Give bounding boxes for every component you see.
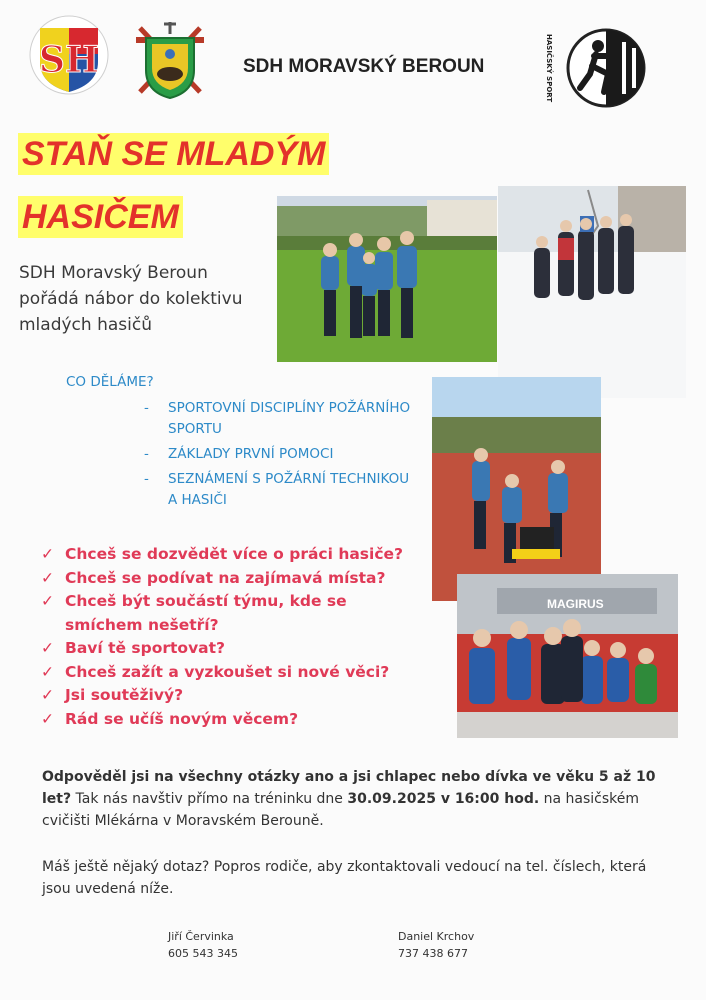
list-item: - ZÁKLADY PRVNÍ POMOCI [144,446,334,462]
contact-phone: 605 543 345 [168,947,238,960]
list-item [41,684,421,708]
contact-2 [398,928,474,962]
fire-sport-logo-caption [540,30,554,110]
invitation-paragraph [42,766,672,832]
sh-cms-logo [28,14,110,96]
headline-line-2: HASIČEM [18,196,183,238]
list-item [41,661,421,685]
logo-letters: SH [38,39,100,81]
checkmark-icon: ✓ [41,662,54,681]
contact-paragraph: Máš ještě nějaký dotaz? Popros rodiče, aby zkontaktovali vedoucí na tel. číslech, která jsou uvedená níže. [42,859,647,897]
question-2: Chceš se podívat na zajímavá místa? [65,568,386,587]
checkmark-icon: ✓ [41,592,54,610]
questions-list [41,543,421,731]
organization-name: SDH MORAVSKÝ BEROUN [243,56,485,77]
question-3: Chceš být součástí týmu, kde se smíchem nešetří? [65,592,347,634]
question-7: Rád se učíš novým věcem? [65,709,299,728]
checkmark-icon: ✓ [41,568,54,587]
intro-text [19,260,269,338]
fire-truck-sign: MAGIRUS [547,597,604,611]
contact-phone: 737 438 677 [398,947,468,960]
what-we-do-item-2: ZÁKLADY PRVNÍ POMOCI [168,446,334,462]
intro-line-2: pořádá nábor do kolektivu [19,289,243,309]
intro-line-3: mladých hasičů [19,315,152,335]
list-item [41,590,421,637]
contact-name: Jiří Červinka [168,930,234,943]
question-1: Chceš se dozvědět více o práci hasiče? [65,545,404,563]
fire-sport-logo-text: HASIČSKÝ SPORT [545,34,553,103]
invitation-text-a: Tak nás navštiv přímo na tréninku dne [71,791,348,807]
list-item [41,637,421,661]
what-we-do-title: CO DĚLÁME? [66,374,154,390]
list-item [41,567,421,591]
list-item: - SPORTOVNÍ DISCIPLÍNY POŽÁRNÍHO SPORTU [144,400,411,437]
list-item [41,708,421,732]
invitation-text-b: na hasičském cvičišti Mlékárna v Moravském Berouně. [42,791,640,829]
photo-track-training [432,377,601,601]
list-item [41,543,421,567]
invitation-question: Odpověděl jsi na všechny otázky ano a jsi chlapec nebo dívka ve věku 5 až 10 let? [42,769,656,807]
list-item: - SEZNÁMENÍ S POŽÁRNÍ TECHNIKOU A HASIČI [144,471,410,508]
question-5: Chceš zažít a vyzkoušet si nové věci? [65,662,390,681]
what-we-do-list [144,398,414,515]
photo-kids-on-grass [277,196,497,362]
photo-kids-at-fire-truck [457,574,678,738]
question-6: Jsi soutěživý? [65,686,184,704]
checkmark-icon: ✓ [41,709,54,728]
question-4: Baví tě sportovat? [65,639,226,657]
photo-group-in-snow [498,186,686,398]
what-we-do-item-3: SEZNÁMENÍ S POŽÁRNÍ TECHNIKOU A HASIČI [168,471,410,508]
training-date: 30.09.2025 v 16:00 hod. [347,791,540,807]
fire-sport-logo [550,26,650,110]
what-we-do-item-1: SPORTOVNÍ DISCIPLÍNY POŽÁRNÍHO SPORTU [168,400,411,437]
headline-line-1: STAŇ SE MLADÝM [18,133,329,175]
contact-1 [168,928,238,962]
checkmark-icon: ✓ [41,639,54,657]
contact-name: Daniel Krchov [398,930,475,943]
checkmark-icon: ✓ [41,686,54,704]
intro-line-1: SDH Moravský Beroun [19,263,208,283]
checkmark-icon: ✓ [41,545,54,563]
town-coat-of-arms-logo [130,18,210,100]
